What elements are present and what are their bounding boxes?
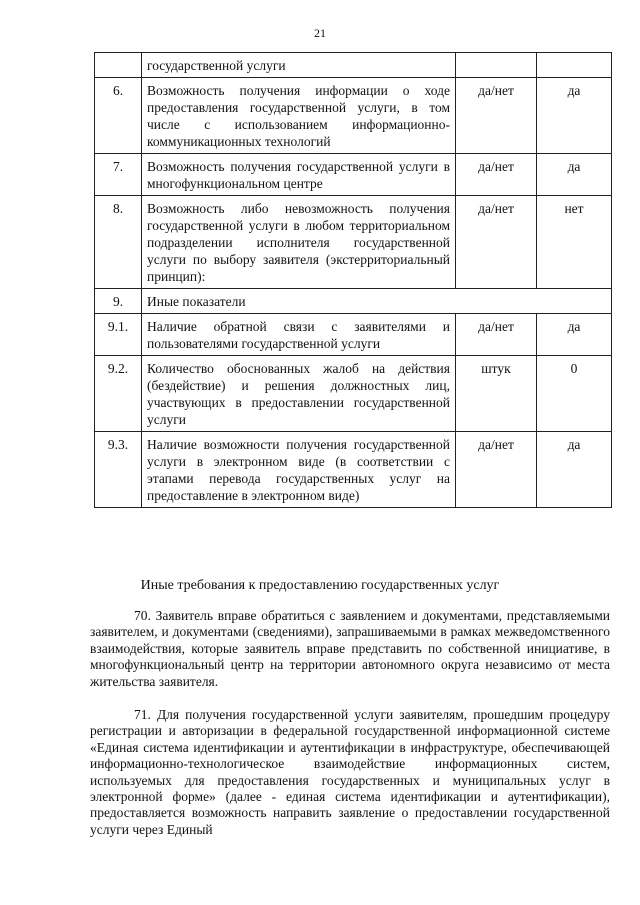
indicator-group-title: Иные показатели bbox=[142, 289, 612, 314]
unit-of-measure: да/нет bbox=[456, 196, 537, 289]
unit-of-measure: да/нет bbox=[456, 432, 537, 508]
table-row bbox=[95, 432, 612, 508]
table-row bbox=[95, 314, 612, 356]
unit-of-measure: да/нет bbox=[456, 78, 537, 154]
row-number: 9.3. bbox=[95, 432, 142, 508]
normative-value: да bbox=[537, 314, 612, 356]
row-number: 8. bbox=[95, 196, 142, 289]
indicator-name: Количество обоснованных жалоб на действия (бездействие) и решения должностных лиц, участвующих в предоставлении государственной услуги bbox=[142, 356, 456, 432]
normative-value: нет bbox=[537, 196, 612, 289]
indicator-name: Наличие обратной связи с заявителями и пользователями государственной услуги bbox=[142, 314, 456, 356]
indicator-name: Возможность либо невозможность получения государственной услуги в любом территориальном подразделении исполнителя государственной услуги по выбору заявителя (экстерриториальный принцип): bbox=[142, 196, 456, 289]
indicator-name: Наличие возможности получения государственной услуги в электронном виде (в соответствии с этапами перевода государственных услуг на предоставление в электронном виде) bbox=[142, 432, 456, 508]
row-number: 9.1. bbox=[95, 314, 142, 356]
section-heading: Иные требования к предоставлению государственных услуг bbox=[140, 578, 500, 593]
normative-value: да bbox=[537, 154, 612, 196]
row-number: 6. bbox=[95, 78, 142, 154]
table-row bbox=[95, 53, 612, 78]
unit-of-measure bbox=[456, 53, 537, 78]
table-row bbox=[95, 289, 612, 314]
unit-of-measure: да/нет bbox=[456, 154, 537, 196]
row-number: 9.2. bbox=[95, 356, 142, 432]
normative-value: да bbox=[537, 432, 612, 508]
page-number: 21 bbox=[314, 26, 326, 40]
indicator-name: Возможность получения информации о ходе предоставления государственной услуги, в том числе с использованием информационно-коммуникационных технологий bbox=[142, 78, 456, 154]
indicator-name: государственной услуги bbox=[142, 53, 456, 78]
table-row bbox=[95, 196, 612, 289]
normative-value: да bbox=[537, 78, 612, 154]
paragraph-71: 71. Для получения государственной услуги заявителям, прошедшим процедуру регистрации и авторизации в федеральной государственной информационной системе «Единая система идентификации и аутентификации в инфраструктуре, обеспечивающей информационно-технологическое взаимодействие информационных систем, используемых для предоставления государственных и муниципальных услуг в электронной форме» (далее - единая система идентификации и аутентификации), предоставляется возможность направить заявление о предоставлении государственной услуги через Единый bbox=[90, 707, 610, 837]
indicators-table bbox=[94, 52, 612, 508]
normative-value: 0 bbox=[537, 356, 612, 432]
unit-of-measure: да/нет bbox=[456, 314, 537, 356]
row-number: 7. bbox=[95, 154, 142, 196]
row-number: 9. bbox=[95, 289, 142, 314]
table-row bbox=[95, 356, 612, 432]
table-row bbox=[95, 154, 612, 196]
indicator-name: Возможность получения государственной услуги в многофункциональном центре bbox=[142, 154, 456, 196]
unit-of-measure: штук bbox=[456, 356, 537, 432]
row-number bbox=[95, 53, 142, 78]
paragraph-70: 70. Заявитель вправе обратиться с заявлением и документами, представляемыми заявителем, и документами (сведениями), запрашиваемыми в рамках межведомственного взаимодействия, которые заявитель вправе представить по собственной инициативе, в многофункциональный центр на территории автономного округа независимо от места жительства заявителя. bbox=[90, 608, 610, 689]
normative-value bbox=[537, 53, 612, 78]
table-row bbox=[95, 78, 612, 154]
